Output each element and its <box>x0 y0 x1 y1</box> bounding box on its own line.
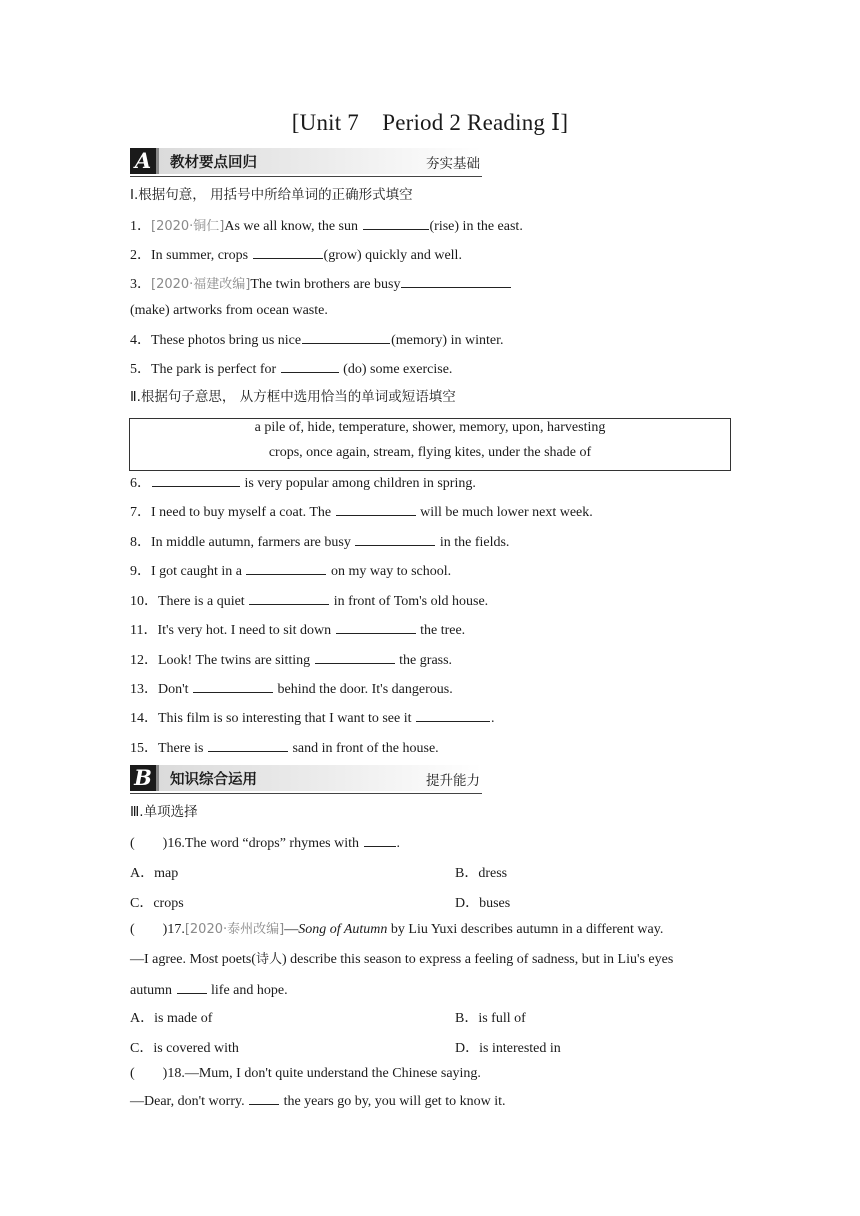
answer-blank[interactable] <box>281 359 339 373</box>
word-bank-line-2: crops, once again, stream, flying kites, under the shade of <box>268 445 592 460</box>
section-a-badge: A <box>130 148 159 174</box>
answer-blank[interactable] <box>177 980 207 994</box>
answer-blank[interactable] <box>416 708 490 722</box>
question-text: . <box>396 836 401 851</box>
part2-heading: Ⅱ.根据句子意思， 从方框中选用恰当的单词或短语填空 <box>130 389 456 405</box>
answer-blank[interactable] <box>246 561 326 575</box>
question-text: The park is perfect for <box>151 362 280 377</box>
question-17 <box>130 921 663 939</box>
answer-blank[interactable] <box>302 330 390 344</box>
part1-heading: Ⅰ.根据句意， 用括号中所给单词的正确形式填空 <box>130 187 413 203</box>
question-text: sand in front of the house. <box>288 741 439 756</box>
question-15 <box>130 738 439 758</box>
answer-blank[interactable] <box>336 620 416 634</box>
section-b-title: 知识综合运用 <box>170 772 257 788</box>
question-text: behind the door. It's dangerous. <box>274 682 453 697</box>
question-text: (grow) quickly and well. <box>323 248 462 263</box>
source-tag: [2020·泰州改编] <box>184 922 285 937</box>
page-title: [Unit 7 Period 2 Reading Ⅰ] <box>291 110 569 135</box>
answer-blank[interactable] <box>208 738 288 752</box>
answer-blank[interactable] <box>336 502 416 516</box>
question-number: 9． <box>130 564 151 579</box>
question-3-continued: (make) artworks from ocean waste. <box>130 303 328 318</box>
question-3 <box>130 274 512 294</box>
answer-paren[interactable]: ( ) <box>130 836 168 851</box>
chinese-gloss: 诗人 <box>255 952 282 967</box>
answer-blank[interactable] <box>363 216 429 230</box>
poem-title: Song of Autumn <box>298 922 388 937</box>
question-text: will be much lower next week. <box>416 505 593 520</box>
question-1 <box>130 216 523 236</box>
question-4 <box>130 330 503 350</box>
question-text: In summer, crops <box>151 248 252 263</box>
question-text: Look! The twins are sitting <box>158 653 314 668</box>
question-text: It's very hot. I need to sit down <box>157 623 335 638</box>
question-text: is very popular among children in spring. <box>241 476 476 491</box>
section-b-badge: B <box>130 765 159 791</box>
answer-blank[interactable] <box>249 591 329 605</box>
section-a-title: 教材要点回归 <box>170 155 257 171</box>
answer-blank[interactable] <box>401 274 511 288</box>
question-number: 7． <box>130 505 151 520</box>
question-text: the tree. <box>416 623 466 638</box>
question-text: (rise) in the east. <box>429 219 523 234</box>
option-d[interactable]: D．buses <box>455 896 511 911</box>
answer-blank[interactable] <box>364 833 396 847</box>
question-number: 2． <box>130 248 151 263</box>
question-number: 10． <box>130 594 158 609</box>
answer-paren[interactable]: ( ) <box>130 1066 168 1081</box>
question-9 <box>130 561 451 581</box>
option-b[interactable]: B．dress <box>455 866 508 881</box>
question-text: Don't <box>158 682 193 697</box>
option-a[interactable]: A．map <box>130 866 179 881</box>
section-a-banner <box>130 148 482 177</box>
question-number: 14． <box>130 711 158 726</box>
question-number: 17. <box>167 922 185 937</box>
answer-blank[interactable] <box>253 245 323 259</box>
question-number: 11． <box>130 623 158 638</box>
question-number: 13． <box>130 682 158 697</box>
question-6 <box>130 473 476 493</box>
question-text: As we all know, the sun <box>224 219 362 234</box>
question-14 <box>130 708 495 728</box>
word-bank-line-1: a pile of, hide, temperature, shower, memory, upon, harvesting <box>254 420 606 435</box>
question-text: There is <box>158 741 207 756</box>
question-18 <box>130 1065 481 1083</box>
option-a[interactable]: A．is made of <box>130 1011 213 1026</box>
question-13 <box>130 679 453 699</box>
answer-blank[interactable] <box>249 1091 279 1105</box>
question-text: The twin brothers are busy <box>250 277 401 292</box>
source-tag: [2020·福建改编] <box>151 277 251 292</box>
question-number: 12． <box>130 653 158 668</box>
answer-blank[interactable] <box>355 532 435 546</box>
question-7 <box>130 502 593 522</box>
question-text: I got caught in a <box>151 564 246 579</box>
question-5 <box>130 359 452 379</box>
question-number: 1． <box>130 219 151 234</box>
question-8 <box>130 532 509 552</box>
question-2 <box>130 245 462 265</box>
question-12 <box>130 650 452 670</box>
question-text: I need to buy myself a coat. The <box>151 505 335 520</box>
answer-blank[interactable] <box>152 473 240 487</box>
question-16 <box>130 833 400 853</box>
question-text: . <box>491 711 495 726</box>
option-b[interactable]: B．is full of <box>455 1011 526 1026</box>
question-text: (do) some exercise. <box>339 362 453 377</box>
option-d[interactable]: D．is interested in <box>455 1041 561 1056</box>
question-number: 6． <box>130 476 151 491</box>
question-17-line-2: —I agree. Most poets(诗人) describe this season to express a feeling of sadness, but in Liu's eyes <box>130 952 674 967</box>
question-text: In middle autumn, farmers are busy <box>151 535 355 550</box>
dialogue-dash: — <box>284 922 299 937</box>
question-11 <box>130 620 465 640</box>
section-b-banner <box>130 765 482 794</box>
section-b-subtitle: 提升能力 <box>426 773 480 789</box>
question-18-line-2: —Dear, don't worry. the years go by, you will get to know it. <box>130 1091 505 1111</box>
part3-heading: Ⅲ.单项选择 <box>130 804 198 820</box>
option-c[interactable]: C．crops <box>130 896 184 911</box>
question-number: 3． <box>130 277 151 292</box>
section-a-subtitle: 夯实基础 <box>426 156 480 172</box>
answer-blank[interactable] <box>315 650 395 664</box>
question-text: in front of Tom's old house. <box>330 594 489 609</box>
question-number: 5． <box>130 362 151 377</box>
question-text: on my way to school. <box>327 564 452 579</box>
answer-blank[interactable] <box>193 679 273 693</box>
question-text: in the fields. <box>436 535 510 550</box>
question-text: by Liu Yuxi describes autumn in a different way. <box>387 922 664 937</box>
question-text: (memory) in winter. <box>391 333 504 348</box>
answer-paren[interactable]: ( ) <box>130 922 168 937</box>
question-text: 16.The word “drops” rhymes with <box>167 836 363 851</box>
source-tag: [2020·铜仁] <box>151 219 225 234</box>
question-text: 18.—Mum, I don't quite understand the Chinese saying. <box>167 1066 481 1081</box>
question-number: 8． <box>130 535 151 550</box>
question-10 <box>130 591 488 611</box>
question-17-line-3: autumn life and hope. <box>130 980 288 1000</box>
option-c[interactable]: C．is covered with <box>130 1041 239 1056</box>
question-number: 15． <box>130 741 158 756</box>
word-bank-box <box>129 418 731 471</box>
question-text: There is a quiet <box>158 594 249 609</box>
question-text: These photos bring us nice <box>151 333 302 348</box>
question-number: 4． <box>130 333 151 348</box>
question-text: This film is so interesting that I want to see it <box>158 711 416 726</box>
question-text: the grass. <box>395 653 453 668</box>
